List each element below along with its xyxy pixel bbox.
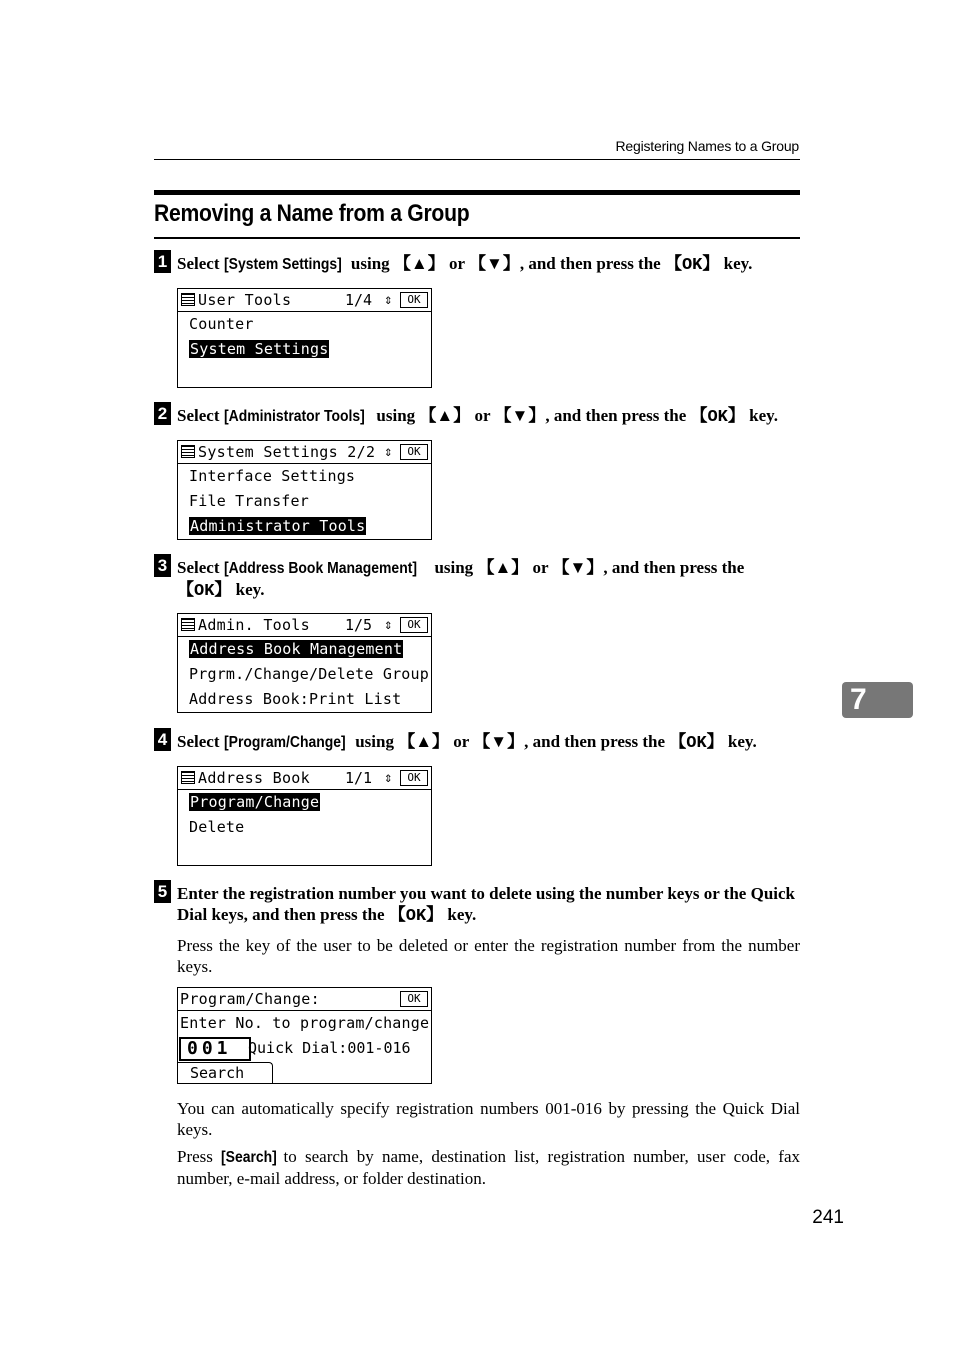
step-3-instruction: Select [Address Book Management] using 【▲】 or 【▼】, and then press the 【OK】 key. [177, 558, 745, 601]
step-5 [154, 880, 800, 927]
page-number: 241 [812, 1207, 844, 1228]
ok-key-label: OK [681, 256, 703, 275]
ui-name-program-change: [Program/Change] [223, 734, 346, 751]
document-icon [181, 771, 195, 784]
document-icon [181, 618, 195, 631]
down-arrow-key-icon: ▼ [511, 406, 529, 425]
ok-key-label: OK [194, 582, 215, 601]
up-arrow-key-icon: ▲ [436, 406, 454, 425]
step-number-badge: 5 [154, 880, 171, 903]
document-icon [181, 293, 195, 306]
quick-dial-range: Quick Dial:001-016 [248, 1039, 411, 1057]
ui-name-system-settings: [System Settings] [223, 256, 342, 273]
lcd-softkey-row [178, 1061, 431, 1083]
ok-key-label: OK [686, 734, 707, 753]
lcd-menu-item[interactable]: File Transfer [189, 492, 309, 510]
step-number-badge: 3 [154, 554, 171, 577]
up-arrow-key-icon: ▲ [494, 558, 512, 577]
up-down-scroll-icon: ⇕ [384, 770, 393, 786]
lcd-header [178, 767, 431, 790]
lcd-title: User Tools [198, 291, 292, 309]
up-down-scroll-icon: ⇕ [384, 617, 393, 633]
search-softkey[interactable]: Search [178, 1062, 273, 1083]
quick-dial-note: You can automatically specify registration numbers 001-016 by pressing the Quick Dial keys. [177, 1099, 800, 1139]
step-4-instruction: Select [Program/Change] using 【▲】 or 【▼】, and then press the 【OK】 key. [177, 732, 757, 753]
up-arrow-key-icon: ▲ [410, 254, 428, 273]
lcd-title: Address Book [198, 769, 310, 787]
lcd-header [178, 441, 431, 464]
lcd-header [178, 289, 431, 312]
step-number-badge: 1 [154, 250, 171, 273]
lcd-number-row [178, 1036, 431, 1061]
step-2-instruction: Select [Administrator Tools] using 【▲】 or 【▼】, and then press the 【OK】 key. [177, 406, 778, 427]
lcd-title: System Settings 2/2 [198, 443, 376, 461]
lcd-menu-item[interactable]: Prgrm./Change/Delete Group [189, 665, 429, 683]
ok-key-icon: OK [400, 617, 428, 633]
header-rule [154, 159, 800, 160]
step-5-instruction: Enter the registration number you want to delete using the number keys or the Quick Dial keys, and then press the 【OK】 key. [177, 884, 795, 926]
ui-name-search: [Search] [221, 1149, 278, 1166]
registration-number-input[interactable]: 001 [179, 1037, 251, 1061]
step-4 [154, 728, 800, 754]
lcd-menu-item-empty [178, 362, 431, 387]
ok-key-icon: OK [400, 770, 428, 786]
section-title: Removing a Name from a Group [154, 200, 470, 227]
lcd-screen-system-settings [177, 440, 432, 540]
lcd-menu-item[interactable]: Delete [189, 818, 245, 836]
ui-name-address-book-management: [Address Book Management] [223, 560, 417, 577]
lcd-page-indicator: 1/5 [345, 616, 373, 634]
lcd-page-indicator: 1/1 [345, 769, 373, 787]
lcd-title: Program/Change: [180, 990, 320, 1008]
lcd-page-indicator: 1/4 [345, 291, 373, 309]
ok-key-icon: OK [400, 444, 428, 460]
lcd-screen-program-change [177, 987, 432, 1084]
lcd-menu-item-selected[interactable]: Address Book Management [190, 640, 403, 658]
search-note: Press [Search] to search by name, destination list, registration number, user code, fax number, e-mail address, or folder destination. [177, 1147, 800, 1188]
lcd-menu-item-selected[interactable]: Administrator Tools [190, 517, 366, 535]
up-arrow-key-icon: ▲ [415, 732, 433, 751]
lcd-menu-item-selected[interactable]: Program/Change [190, 793, 320, 811]
lcd-header [178, 614, 431, 637]
lcd-menu-item-empty [178, 840, 431, 865]
step-1 [154, 250, 800, 276]
down-arrow-key-icon: ▼ [490, 732, 508, 751]
ok-key-label: OK [405, 907, 427, 926]
lcd-screen-admin-tools [177, 613, 432, 713]
chapter-tab: 7 [842, 682, 913, 718]
lcd-menu-item-selected[interactable]: System Settings [190, 340, 329, 358]
lcd-prompt: Enter No. to program/change [180, 1014, 430, 1032]
step-3 [154, 554, 800, 602]
document-icon [181, 445, 195, 458]
lcd-menu-item[interactable]: Counter [189, 315, 254, 333]
down-arrow-key-icon: ▼ [569, 558, 587, 577]
ok-key-icon: OK [400, 991, 428, 1007]
section-title-top-rule [154, 190, 800, 195]
lcd-header [178, 988, 431, 1011]
lcd-screen-user-tools [177, 288, 432, 388]
ok-key-label: OK [707, 408, 728, 427]
step-number-badge: 4 [154, 728, 171, 751]
running-head: Registering Names to a Group [615, 138, 799, 154]
ui-name-administrator-tools: [Administrator Tools] [223, 408, 365, 425]
up-down-scroll-icon: ⇕ [384, 292, 393, 308]
up-down-scroll-icon: ⇕ [384, 444, 393, 460]
step-1-instruction: Select [System Settings] using 【▲】 or 【▼】, and then press the 【OK】 key. [177, 254, 753, 275]
down-arrow-key-icon: ▼ [485, 254, 503, 273]
step-5-note: Press the key of the user to be deleted or enter the registration number from the number keys. [177, 936, 800, 976]
step-2 [154, 402, 800, 428]
lcd-menu-item[interactable]: Address Book:Print List [189, 690, 402, 708]
section-title-underline [154, 237, 800, 239]
lcd-screen-address-book [177, 766, 432, 866]
step-number-badge: 2 [154, 402, 171, 425]
lcd-menu-item[interactable]: Interface Settings [189, 467, 356, 485]
ok-key-icon: OK [400, 292, 428, 308]
lcd-title: Admin. Tools [198, 616, 310, 634]
